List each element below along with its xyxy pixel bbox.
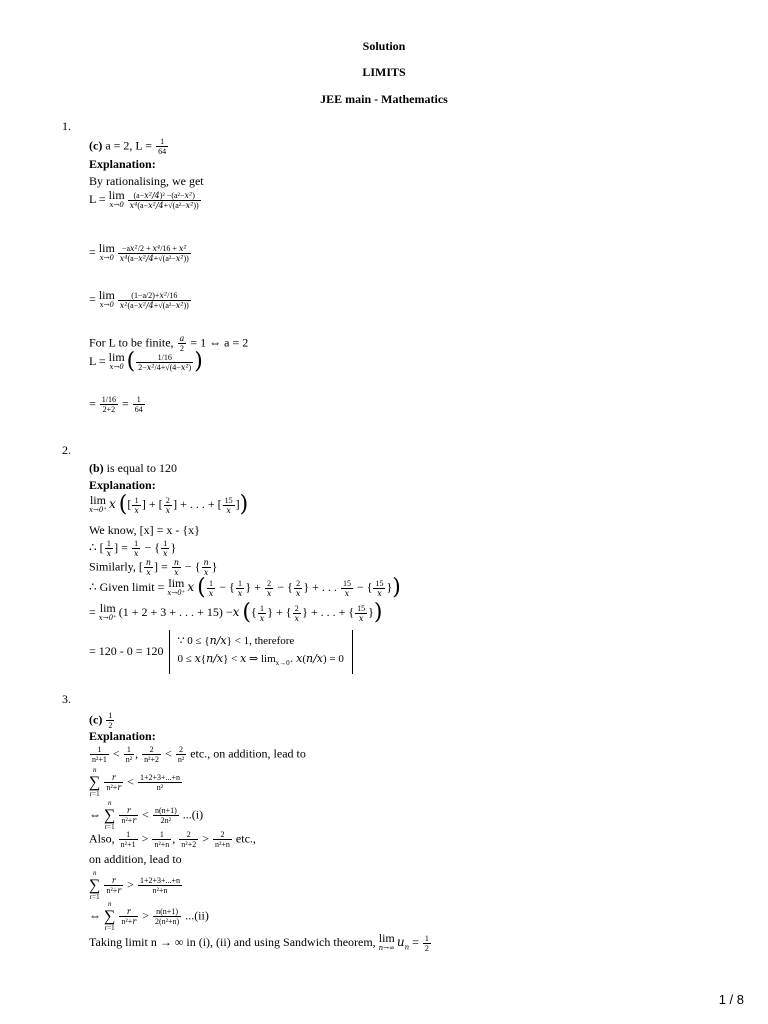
q2-explanation-label: Explanation:	[89, 478, 156, 492]
q1-explanation-label: Explanation:	[89, 157, 156, 171]
q1-answer-text: a = 2, L =	[105, 138, 153, 153]
q3-sum-2: ⇔ n ∑ r=1 $\frac{r}{\text{n²+r}}$ < $\frac{n(n+1)}{\text{2n²}}$ ...(i)	[89, 799, 204, 831]
q1-step-4: L = lim x→0 ( $\frac{1/16}{\text{2−x²/4+√(4−x²)}}$ )	[89, 349, 203, 374]
q1-intro: By rationalising, we get	[89, 174, 204, 188]
q2-bracket-note: ∵ 0 ≤ {n/x} < 1, therefore 0 ≤ x{n/x} < x ⇒ $\lim_{x\to 0^+} x(n/x) = 0$	[169, 630, 353, 674]
q3-explanation-label: Explanation:	[89, 729, 156, 743]
q1-step-2: = lim x→0 $\frac{\text{−ax²/2 + x⁴/16 + x²}}{\text{x⁴(a−x²/4+√(a²−x²))}}$	[89, 241, 189, 263]
q1-step-1: L = lim x→0 $\frac{\text{(a−x²/4)² −(a²−x²)}}{\text{x⁴(a−x²/4+√(a²−x²))}}$	[89, 188, 199, 210]
q3-ineq-1: $\frac{1}{\text{n²+1}}$ < $\frac{1}{\text{n²}}$ , $\frac{2}{\text{n²+2}}$ < $\frac{2}{\text{n²}}$ etc., on addition, lead to	[92, 745, 306, 764]
q1-finite: For L to be finite, $\frac{a}{2}$ = 1 ⇔ a = 2	[89, 334, 249, 353]
q2-step-1: ∴ [ $\frac{1}{x}$ ] = $\frac{1}{x}$ − { $\frac{1}{x}$ }	[89, 539, 177, 558]
q2-expression: lim x→0⁺ x ([ $\frac{1}{x}$ ] + [ $\frac{2}{x}$ ] + . . . + [ $\frac{15}{x}$ ])	[89, 492, 249, 517]
q3-conclusion: Taking limit n → ∞ in (i), (ii) and using Sandwich theorem, lim n→∞ $u_n$ = $\frac{1}{2}$	[89, 931, 429, 953]
question-1-number: 1.	[62, 119, 71, 133]
q1-answer	[89, 137, 169, 156]
q2-step-2: = lim x→0⁺ (1 + 2 + 3 + . . . + 15) −x ({ $\frac{1}{x}$ } + { $\frac{2}{x}$ } + . . . + { $\frac{15}{x}$ })	[89, 600, 383, 625]
title-solution: Solution	[362, 39, 406, 53]
q3-also: Also, $\frac{1}{\text{n²+1}}$ > $\frac{1}{\text{n²+n}}$ , $\frac{2}{\text{n²+2}}$ > $\frac{2}{\text{n²+n}}$ etc.,	[89, 830, 256, 849]
q3-sum-3: n ∑ r=1 $\frac{r}{\text{n²+r}}$ > $\frac{1+2+3+...+n}{\text{n²+n}}$	[89, 869, 180, 901]
q2-know: We know, [x] = x - {x}	[89, 523, 200, 537]
q2-given: ∴ Given limit = lim x→0⁺ x ( $\frac{1}{x}$ − { $\frac{1}{x}$ } + $\frac{2}{x}$ − { $\frac{2}{x}$ } + . . . $\frac{15}{x}$ − { $\frac{15}{x}$ })	[89, 575, 401, 600]
title-limits: LIMITS	[362, 65, 406, 79]
page-indicator: 1 / 8	[718, 992, 744, 1007]
q3-sum-4: ⇔ n ∑ r=1 $\frac{r}{\text{n²+r}}$ > $\frac{n(n+1)}{\text{2(n²+n)}}$ ...(ii)	[89, 900, 209, 932]
question-2-number: 2.	[62, 443, 71, 457]
q3-sum-1: n ∑ r=1 $\frac{r}{\text{n²+r}}$ < $\frac{1+2+3+...+n}{\text{n²}}$	[89, 766, 180, 798]
q3-on-addition: on addition, lead to	[89, 852, 182, 866]
question-3-number: 3.	[62, 692, 71, 706]
q3-answer: (c) $\frac{1}{2}$	[89, 711, 113, 730]
q1-answer-fraction: $\frac{1}{64}$	[158, 137, 167, 156]
q2-answer: (b) is equal to 120	[89, 461, 177, 475]
q2-similarly: Similarly, [ $\frac{n}{x}$ ] = $\frac{n}{x}$ − { $\frac{n}{x}$ }	[89, 558, 218, 577]
q1-final: = $\frac{1/16}{2+2}$ = $\frac{1}{64}$	[89, 395, 143, 414]
q1-answer-option: (c)	[89, 138, 103, 153]
q1-step-3: = lim x→0 $\frac{\text{(1−a/2)+x²/16}}{\text{x²(a−x²/4+√(a²−x²))}}$	[89, 288, 189, 310]
q2-result: = 120 - 0 = 120 ∵ 0 ≤ {n/x} < 1, therefore 0 ≤ x{n/x} < x ⇒ $\lim_{x\to 0^+} x(n/x) = 0$	[89, 630, 353, 674]
title-subject: JEE main - Mathematics	[320, 92, 448, 106]
